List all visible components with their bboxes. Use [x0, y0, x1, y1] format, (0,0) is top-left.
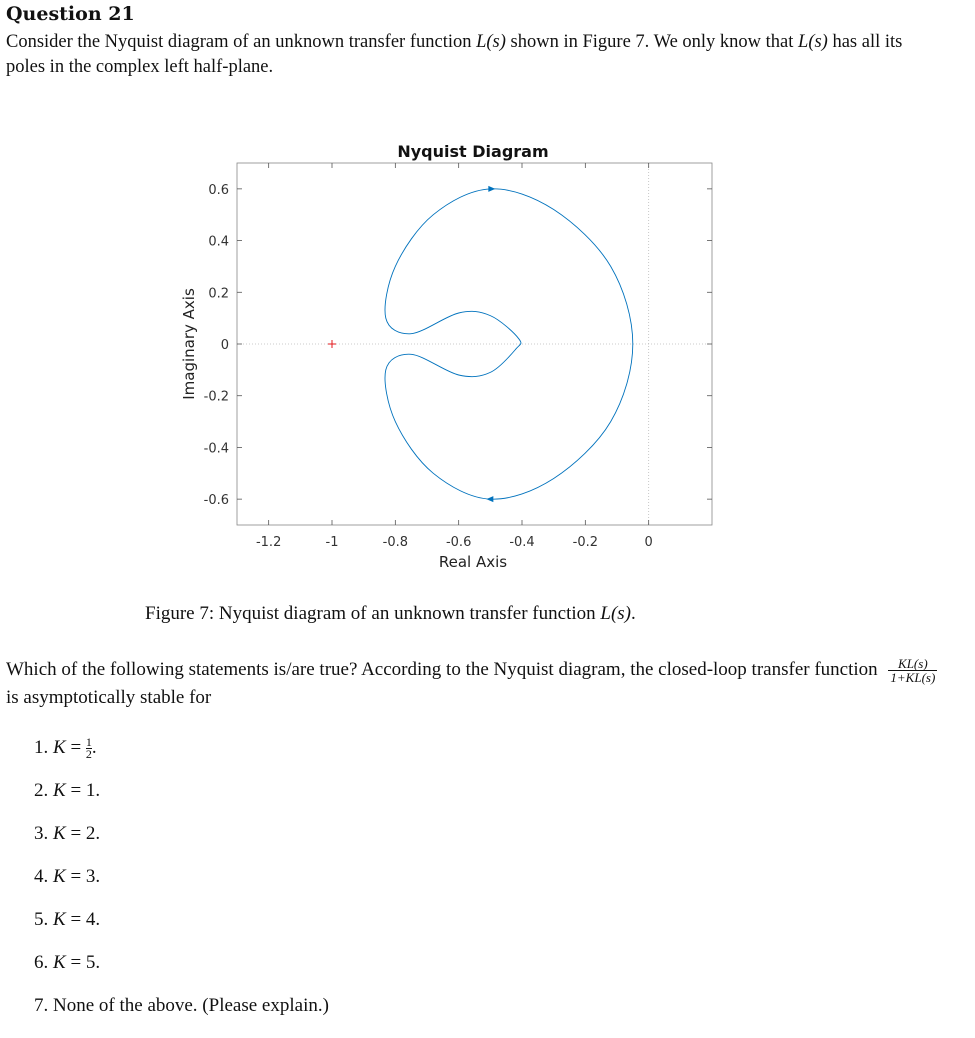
critical-point-marker: [328, 340, 336, 348]
chart-title: Nyquist Diagram: [397, 142, 549, 161]
option-6[interactable]: 6. K = 5.: [34, 952, 101, 973]
y-tick-label: -0.6: [203, 493, 229, 509]
chart-axes: [237, 163, 712, 525]
option-2[interactable]: 2. K = 1.: [34, 780, 101, 801]
option-5[interactable]: 5. K = 4.: [34, 909, 101, 930]
question-intro: Consider the Nyquist diagram of an unknown transfer function L(s) shown in Figure 7. We only know that L(s) has all its poles in the complex left half-plane.: [6, 32, 903, 77]
y-tick-label: 0.6: [208, 182, 229, 198]
x-axis-label: Real Axis: [438, 553, 508, 571]
y-tick-label: -0.2: [203, 389, 229, 405]
answer-options: [34, 737, 329, 1038]
figure-caption: Figure 7: Nyquist diagram of an unknown transfer function L(s).: [145, 603, 636, 624]
y-tick-label: -0.4: [203, 441, 229, 457]
chart-ticks: [204, 163, 712, 550]
x-tick-label: -0.6: [445, 535, 472, 550]
curve-arrow-upper: [488, 186, 495, 192]
option-3[interactable]: 3. K = 2.: [34, 823, 101, 844]
x-tick-label: -0.2: [572, 535, 599, 550]
x-tick-label: 0: [644, 535, 653, 550]
question-title: Question 21: [6, 3, 135, 25]
nyquist-chart: [170, 135, 730, 585]
y-axis-label: Imaginary Axis: [180, 288, 198, 400]
option-4[interactable]: 4. K = 3.: [34, 866, 101, 887]
option-1[interactable]: 1. K = $\frac{1}{2}$.: [34, 735, 97, 762]
y-tick-label: 0: [220, 338, 229, 353]
x-tick-label: -0.8: [382, 535, 409, 550]
curve-arrow-lower: [486, 496, 493, 502]
option-7[interactable]: 7. None of the above. (Please explain.): [34, 995, 329, 1016]
y-tick-label: 0.4: [208, 234, 229, 250]
nyquist-curve: [385, 189, 633, 499]
x-tick-label: -1.2: [255, 535, 282, 550]
transfer-function-fraction: $\frac{KL(s)}{1+KL(s)}$: [890, 656, 936, 686]
y-tick-label: 0.2: [208, 286, 229, 302]
x-tick-label: -0.4: [509, 535, 535, 550]
x-tick-label: -1: [325, 535, 339, 550]
question-prompt: Which of the following statements is/are true? According to the Nyquist diagram, the closed-loop transfer function $\frac{KL(s)}{1+KL(s)}$ is asymptotically stable for: [6, 656, 936, 709]
